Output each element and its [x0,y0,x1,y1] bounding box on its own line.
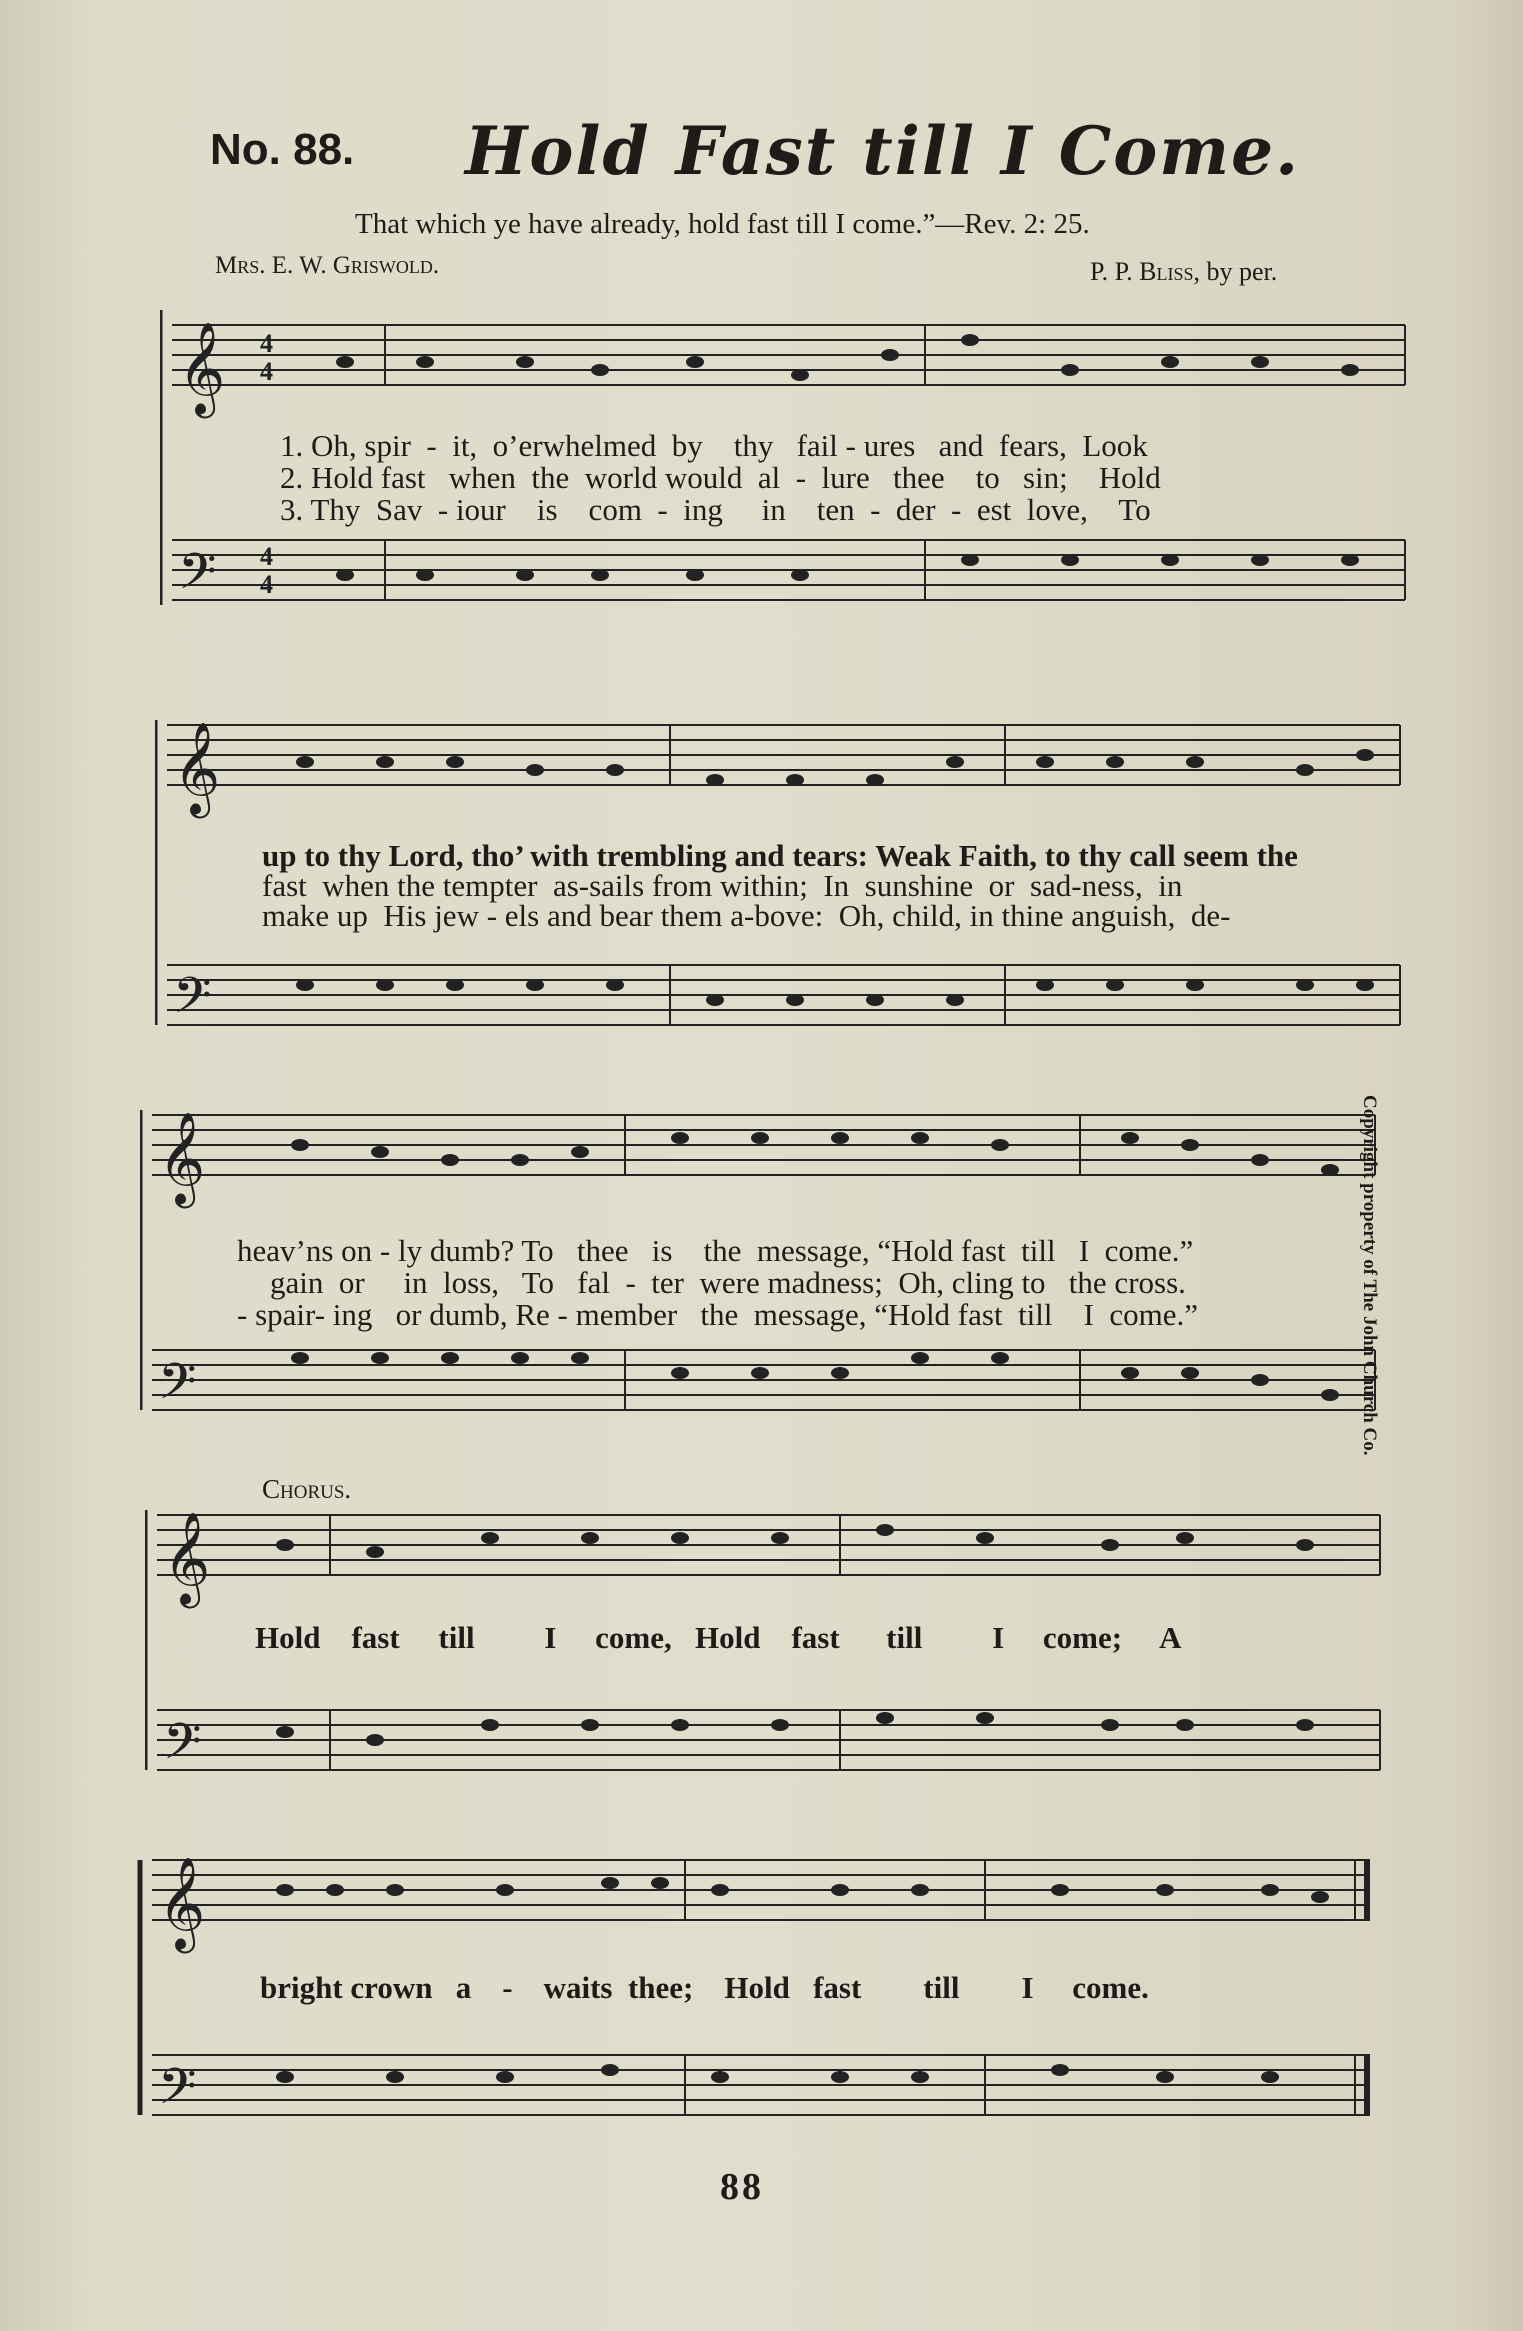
copyright-notice: Copyright property of The John Church Co. [1359,1095,1380,1456]
chorus-line-2: bright crown a - waits thee; Hold fast till I come. [260,1970,1149,2005]
svg-text:4: 4 [260,542,273,571]
verse-1-line-1: 1. Oh, spir - it, o’erwhelmed by thy fail - ures and fears, Look [280,428,1148,463]
bass-staff [172,540,1405,600]
svg-text:𝄢: 𝄢 [158,1355,197,1421]
chorus-line-1: Hold fast till I come, Hold fast till I come; A [255,1620,1182,1655]
verse-2-line-2: fast when the tempter as-sails from within; In sunshine or sad-ness, in [262,868,1183,903]
verse-1-line-3: heav’ns on - ly dumb? To thee is the message, “Hold fast till I come.” [237,1233,1194,1268]
verse-3-line-1: 3. Thy Sav - iour is com - ing in ten - der - est love, To [280,492,1151,527]
svg-text:𝄢: 𝄢 [163,1715,202,1781]
verse-2-line-3: gain or in loss, To fal - ter were madness; Oh, cling to the cross. [270,1265,1186,1300]
verse-2-line-1: 2. Hold fast when the world would al - lure thee to sin; Hold [280,460,1161,495]
svg-text:4: 4 [260,570,273,599]
verse-1-line-2: up to thy Lord, tho’ with trembling and tears: Weak Faith, to thy call seem the [262,838,1298,873]
page-number: 88 [720,2166,764,2208]
svg-text:𝄞: 𝄞 [178,325,226,413]
svg-text:4: 4 [260,357,273,386]
hymn-number: No. 88. [210,125,355,174]
treble-staff [172,325,1405,385]
lyricist-credit: Mrs. E. W. Griswold. [215,252,440,279]
composer-credit [1090,257,1277,287]
svg-text:𝄞: 𝄞 [173,725,221,813]
verse-3-line-2: make up His jew - els and bear them a-bove: Oh, child, in thine anguish, de- [262,898,1231,933]
chorus-label: Chorus. [262,1474,352,1504]
svg-text:𝄢: 𝄢 [178,545,217,611]
scripture-epigraph: That which ye have already, hold fast till I come.”—Rev. 2: 25. [355,208,1090,240]
composer-permission: by per. [1200,257,1278,286]
svg-text:𝄞: 𝄞 [158,1115,206,1203]
svg-text:𝄢: 𝄢 [173,969,212,1035]
hymn-title: Hold Fast till I Come. [465,112,1301,190]
composer-name: P. P. Bliss, [1090,257,1201,286]
svg-text:𝄢: 𝄢 [158,2060,197,2126]
verse-3-line-3: - spair- ing or dumb, Re - member the message, “Hold fast till I come.” [237,1297,1198,1332]
svg-text:𝄞: 𝄞 [163,1515,211,1603]
svg-text:𝄞: 𝄞 [158,1860,206,1948]
svg-text:4: 4 [260,329,273,358]
